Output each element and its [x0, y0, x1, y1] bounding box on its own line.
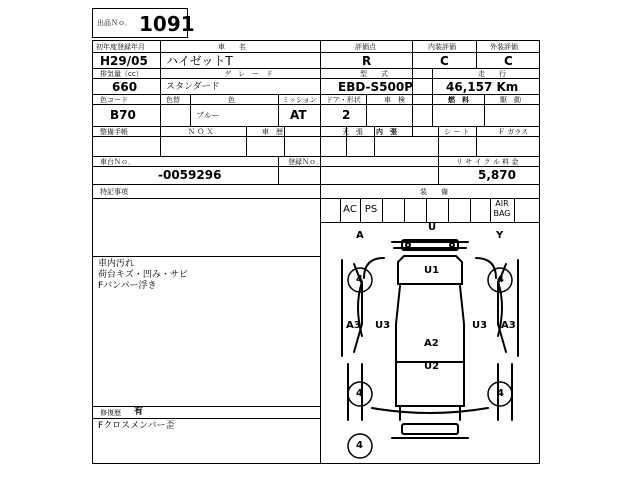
equipment-label: 装 備 — [420, 188, 448, 196]
exterior-label: 外装評価 — [490, 43, 518, 51]
mark-u1: U1 — [424, 265, 440, 276]
mark-y-top: Y — [496, 230, 504, 241]
repair-note: Fクロスメンバー歪 — [98, 421, 175, 431]
manual-label: 整備手帳 — [100, 128, 128, 136]
mark-4-front-right: 4 — [497, 274, 504, 285]
mileage-label: 走 行 — [478, 70, 506, 78]
drive-label: 駆 動 — [500, 96, 521, 104]
mark-u3-right: U3 — [472, 320, 488, 331]
mark-u2: U2 — [424, 361, 440, 372]
remark-line-2: 荷台キズ・凹み・サビ — [98, 270, 188, 280]
mark-a3-right: A3 — [501, 320, 516, 331]
nox-label: Ｎ Ｏ Ｘ — [188, 128, 214, 136]
reg-date-label: 初年度登録年月 — [96, 43, 145, 51]
recycle-label: リ サ イ ク ル 料 金 — [456, 158, 519, 166]
interior-trim-label: 内 張 — [376, 128, 397, 136]
lot-label: 出品Ｎｏ． — [97, 19, 132, 27]
glass-label: Ｆ ガラス — [498, 128, 529, 136]
mission-label: ミッション — [282, 96, 317, 104]
exterior-value: C — [504, 54, 513, 68]
mileage-value: 46,157 Km — [446, 80, 519, 94]
mark-a2: A2 — [424, 338, 439, 349]
repair-value: 有 — [134, 407, 144, 417]
history-label: 車 歴 — [262, 128, 283, 136]
car-name-value: ハイゼットT — [166, 54, 233, 68]
remark-line-1: 車内汚れ — [98, 259, 135, 269]
car-name-label: 車 名 — [218, 43, 246, 51]
color-code-label: 色コード — [100, 96, 128, 104]
repair-label: 修復歴 — [100, 409, 121, 417]
doors-value: 2 — [342, 108, 351, 122]
equip-ac: AC — [343, 204, 357, 215]
mark-u-top: U — [428, 222, 437, 233]
grade-label: グ レ ー ド — [224, 70, 273, 78]
recycle-value: 5,870 — [478, 168, 516, 182]
score-label: 評価点 — [355, 43, 376, 51]
remarks-label: 特記事項 — [100, 188, 128, 196]
interior-value: C — [440, 54, 449, 68]
equipment-grid — [320, 198, 540, 222]
color-name-label: 色 — [228, 96, 235, 104]
equip-ps: PS — [364, 204, 378, 215]
mark-4-rear-right: 4 — [497, 388, 504, 399]
interior-label: 内装評価 — [428, 43, 456, 51]
mark-4-front-left: 4 — [356, 274, 363, 285]
mission-value: AT — [290, 108, 307, 122]
regno-label: 登録Ｎｏ． — [288, 158, 323, 166]
chassis-label: 車台Ｎｏ． — [100, 158, 135, 166]
mark-a3-left: A3 — [346, 320, 361, 331]
color-name-value: ブルー — [196, 111, 220, 120]
mark-4-bottom: 4 — [356, 440, 363, 451]
shaken-label: 車 検 — [384, 96, 405, 104]
mark-a-top: A — [356, 230, 364, 241]
seat-label: シ ー ト — [444, 128, 470, 136]
color-code-value: B70 — [110, 108, 136, 122]
roof-label: 天 張 — [342, 128, 363, 136]
lot-box — [92, 8, 195, 38]
mark-u3-left: U3 — [375, 320, 391, 331]
color-change-label: 色替 — [166, 96, 180, 104]
fuel-label: 燃 料 — [448, 96, 469, 104]
model-value: EBD-S500P — [338, 80, 413, 94]
reg-date-value: H29/05 — [100, 54, 148, 68]
grade-value: スタンダード — [166, 82, 220, 92]
mark-4-rear-left: 4 — [356, 388, 363, 399]
doors-label: ドア・形状 — [326, 96, 361, 104]
model-label: 型 式 — [360, 70, 388, 78]
remark-line-3: Fバンパー浮き — [98, 281, 157, 291]
lot-number: 1091 — [139, 12, 195, 36]
displacement-label: 排気量（cc） — [100, 70, 143, 78]
score-value: R — [362, 54, 372, 68]
equip-airbag: AIR BAG — [493, 199, 511, 218]
chassis-value: -0059296 — [158, 168, 222, 182]
displacement-value: 660 — [112, 80, 138, 94]
